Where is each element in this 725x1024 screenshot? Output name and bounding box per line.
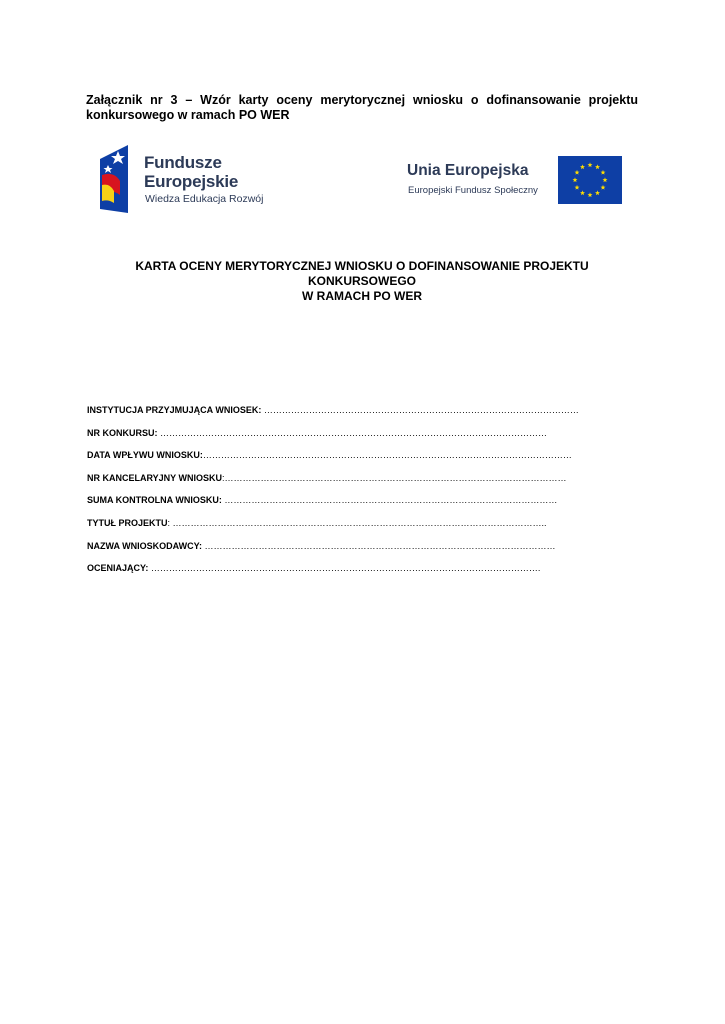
form-field-dotted-line: ……………………………………………………………………………………………	[263, 405, 579, 415]
main-title	[86, 259, 638, 304]
unia-europejska-logo	[406, 156, 626, 208]
attachment-title: Załącznik nr 3 – Wzór karty oceny merytorycznej wniosku o dofinansowanie projektu konkursowego w ramach PO WER	[86, 93, 638, 122]
form-field-separator: :	[167, 517, 173, 528]
eu-star-icon	[575, 170, 580, 175]
ue-logo-title: Unia Europejska	[407, 162, 529, 179]
form-field-label: OCENIAJĄCY:	[87, 563, 149, 574]
fe-logo-tagline: Wiedza Edukacja Rozwój	[145, 193, 264, 205]
fundusze-europejskie-emblem-icon	[100, 145, 136, 213]
form-field-row	[87, 560, 547, 583]
form-field-label: INSTYTUCJA PRZYJMUJĄCA WNIOSEK:	[87, 405, 262, 415]
form-field-label: NR KANCELARYJNY WNIOSKU	[87, 472, 223, 483]
eu-star-icon	[580, 164, 585, 169]
form-field-dotted-line: ………………………………………………………………………………………………………………….	[150, 563, 541, 574]
form-field-separator: :	[222, 472, 225, 483]
form-field-dotted-line: ……………………………………………………………………………………………………………	[202, 450, 572, 461]
eu-star-icon	[588, 192, 593, 197]
eu-star-icon	[575, 185, 580, 190]
eu-flag-icon	[558, 156, 622, 204]
form-field-dotted-line: ………………………………………………………………………………………………………	[204, 540, 556, 551]
fe-logo-text-line1: Fundusze	[144, 153, 222, 172]
form-field-label: NAZWA WNIOSKODAWCY:	[87, 540, 202, 551]
eu-star-icon	[580, 190, 585, 195]
fe-logo-text-line2: Europejskie	[144, 172, 239, 191]
form-field-row	[87, 470, 567, 493]
form-field-label: NR KONKURSU:	[87, 427, 158, 438]
eu-star-icon	[601, 185, 606, 190]
eu-star-icon	[595, 164, 600, 169]
form-field-row	[87, 492, 558, 515]
form-field-label: SUMA KONTROLNA WNIOSKU:	[87, 495, 222, 506]
form-field-dotted-line: ……………………………………………………………………………………………………	[224, 472, 567, 483]
form-field-row	[87, 515, 547, 538]
ue-logo-subtitle: Europejski Fundusz Społeczny	[408, 185, 538, 196]
eu-star-icon	[588, 162, 593, 167]
main-title-line1: KARTA OCENY MERYTORYCZNEJ WNIOSKU O DOFINANSOWANIE PROJEKTU KONKURSOWEGO	[135, 259, 589, 288]
form-field-row	[87, 402, 579, 425]
form-field-row	[87, 425, 547, 448]
fundusze-europejskie-logo	[100, 145, 270, 213]
form-field-dotted-line: ……………………………………………………………………………………………………………..	[172, 517, 547, 528]
eu-star-icon	[603, 177, 608, 182]
form-field-dotted-line: …………………………………………………………………………………………………	[224, 495, 558, 506]
form-field-row	[87, 447, 572, 470]
eu-star-icon	[595, 190, 600, 195]
eu-star-icon	[601, 170, 606, 175]
form-fields	[87, 402, 579, 583]
form-field-row	[87, 538, 556, 561]
form-field-label: TYTUŁ PROJEKTU	[87, 517, 168, 528]
main-title-line2: W RAMACH PO WER	[302, 289, 422, 303]
eu-star-icon	[573, 177, 578, 182]
form-field-label: DATA WPŁYWU WNIOSKU:	[87, 450, 203, 461]
form-field-dotted-line: …………………………………………………………………………………………………………………	[160, 427, 548, 438]
